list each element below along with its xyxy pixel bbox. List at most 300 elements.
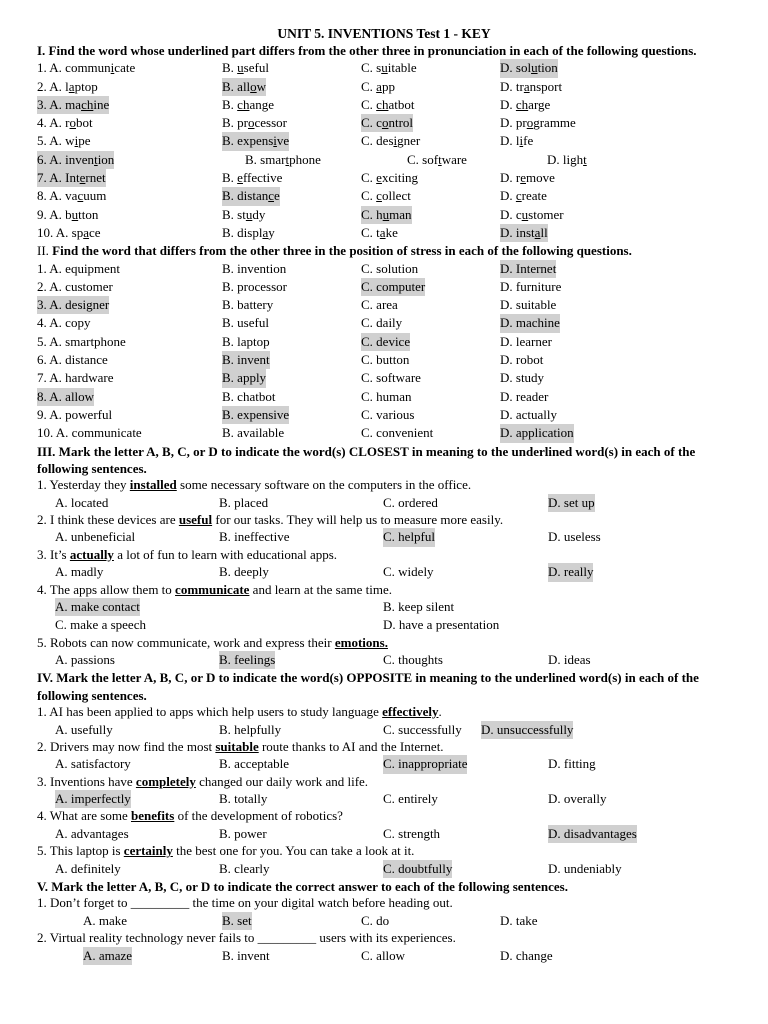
answer-option-correct: D. application	[500, 424, 574, 442]
underlined-part: t	[285, 151, 290, 167]
question-row	[37, 78, 768, 96]
question-text: 2. Virtual reality technology never fails to _________ users with its experiences.	[37, 930, 456, 946]
answer-option-correct	[222, 132, 289, 150]
question-row	[37, 424, 768, 442]
question-text	[37, 635, 768, 652]
underlined-part: a	[262, 224, 269, 240]
option-text: 3. A. ma	[37, 96, 82, 112]
underlined-part: e	[376, 170, 382, 186]
options-row	[37, 947, 768, 965]
option-text: B.	[222, 170, 238, 186]
answer-option-correct: 3. A. designer	[37, 296, 109, 314]
answer-option-correct: D. machine	[500, 314, 560, 332]
answer-option-correct: B. invent	[222, 351, 270, 369]
option-text: 8. A. va	[37, 188, 78, 204]
question-row	[37, 388, 768, 406]
underlined-part: o	[526, 115, 534, 131]
answer-option-correct	[361, 206, 412, 224]
underlined-keyword: communicate	[175, 581, 250, 597]
option-text: D. inst	[500, 224, 535, 240]
option-text: B.	[222, 60, 238, 76]
option-text-rest: ange	[249, 96, 274, 112]
answer-option: D. have a presentation	[383, 617, 500, 633]
option-text: 5. A. w	[37, 133, 75, 149]
section-4-heading: IV. Mark the letter A, B, C, or D to indicate the word(s) OPPOSITE in meaning to the underlined word(s) in each of the following sentences.	[37, 670, 699, 703]
section-2-heading	[37, 242, 737, 259]
answer-option	[37, 132, 90, 150]
answer-option: C. do	[361, 912, 390, 928]
underlined-part: u	[237, 60, 244, 76]
option-text-rest: ware	[441, 151, 467, 167]
answer-option: 6. A. distance	[37, 352, 108, 368]
answer-option	[500, 78, 562, 96]
answer-option	[37, 206, 98, 224]
answer-option	[500, 169, 555, 187]
answer-option-correct: B. set	[222, 912, 252, 930]
answer-option: C. widely	[383, 564, 434, 580]
answer-option-correct: B. apply	[222, 369, 266, 387]
options-row	[37, 790, 768, 808]
question-row	[37, 114, 768, 132]
answer-option	[361, 78, 395, 96]
question-text: 1. Don’t forget to _________ the time on your digital watch before heading out.	[37, 895, 453, 911]
answer-option-correct: D. unsuccessfully	[481, 721, 573, 739]
option-text: D. pr	[500, 115, 527, 131]
option-text: B. displ	[222, 224, 263, 240]
option-text: C. sof	[407, 151, 439, 167]
question-text	[37, 547, 768, 564]
underlined-part: ch	[515, 96, 529, 112]
answer-option: C. area	[361, 297, 398, 313]
answer-option-correct	[500, 59, 558, 77]
underlined-part: i	[74, 133, 79, 149]
answer-option-correct: D. really	[548, 563, 593, 581]
question-row	[37, 206, 768, 224]
underlined-part: u	[381, 60, 388, 76]
answer-option: B. placed	[219, 494, 269, 510]
option-text-rest: ve	[276, 133, 290, 149]
options-row	[37, 528, 768, 546]
answer-option	[361, 187, 411, 205]
answer-option: 5. A. smartphone	[37, 333, 126, 349]
option-text: D. ligh	[547, 151, 584, 167]
option-text-rest: bot	[76, 115, 93, 131]
option-text-rest: uum	[83, 188, 107, 204]
question-suffix: a lot of fun to learn with educational apps.	[113, 546, 338, 562]
answer-option: C. make a speech	[55, 617, 146, 633]
underlined-part: i	[273, 133, 277, 149]
options-row	[37, 598, 768, 616]
answer-option: A. located	[55, 494, 109, 510]
option-text: C. t	[361, 224, 380, 240]
answer-option	[361, 224, 398, 242]
option-text-rest: arge	[528, 96, 551, 112]
answer-option: D. change	[500, 947, 553, 963]
section-2-text: Find the word that differs from the other three in the position of stress in each of the following questions.	[52, 243, 632, 259]
answer-option: D. take	[500, 912, 538, 928]
options-row	[37, 825, 768, 843]
option-text-rest: rnet	[85, 170, 106, 186]
question-suffix: the best one for you. You can take a look at it.	[172, 843, 415, 859]
underlined-part: u	[71, 206, 79, 222]
question-prefix: 3. Inventions have	[37, 773, 136, 789]
options-row	[37, 912, 768, 930]
answer-option: D. overally	[548, 791, 607, 807]
answer-option	[222, 114, 287, 132]
answer-option: B. chatbot	[222, 388, 276, 404]
answer-option	[500, 206, 564, 224]
option-text: C. h	[361, 206, 383, 222]
option-text: C. c	[361, 115, 382, 131]
question-row	[37, 187, 768, 205]
option-text-rest: ollect	[381, 188, 411, 204]
underlined-part: i	[110, 60, 115, 76]
answer-option	[547, 151, 587, 169]
option-text: C.	[361, 96, 377, 112]
answer-option: B. available	[222, 425, 285, 441]
option-text-rest: cate	[114, 60, 136, 76]
answer-option: A. advantages	[55, 825, 129, 841]
option-text: 10. A. sp	[37, 224, 84, 240]
answer-option-correct: B. expensive	[222, 406, 289, 424]
option-text: D.	[500, 188, 516, 204]
question-text	[37, 582, 768, 599]
answer-option	[500, 132, 533, 150]
options-row	[37, 563, 768, 581]
answer-option: A. definitely	[55, 860, 121, 876]
underlined-part: o	[69, 115, 76, 131]
answer-option-correct	[222, 78, 266, 96]
underlined-keyword: emotions.	[334, 634, 388, 650]
option-text: C.	[361, 170, 377, 186]
underlined-keyword: useful	[178, 511, 213, 527]
option-text: 6. A. inven	[37, 151, 95, 167]
answer-option: C. button	[361, 352, 410, 368]
underlined-part: ch	[237, 96, 250, 112]
option-text-rest: tton	[78, 206, 99, 222]
answer-option: A. unbeneficial	[55, 529, 136, 545]
option-text: 7. A. Int	[37, 170, 80, 186]
option-text: C. des	[361, 133, 394, 149]
option-text: D. sol	[500, 60, 532, 76]
option-text-rest: ptop	[74, 78, 98, 94]
answer-option	[361, 169, 418, 187]
underlined-part: u	[521, 206, 529, 222]
answer-option-correct: A. make contact	[55, 598, 140, 616]
option-text-rest: reate	[521, 188, 547, 204]
question-row	[37, 369, 768, 387]
underlined-part: c	[515, 188, 522, 204]
underlined-part: u	[531, 60, 538, 76]
answer-option-correct: C. helpful	[383, 528, 435, 546]
options-row	[37, 616, 768, 634]
option-text-rest: atbot	[388, 96, 415, 112]
option-text-rest: phone	[289, 151, 321, 167]
answer-option: C. ordered	[383, 494, 438, 510]
underlined-part: ch	[376, 96, 389, 112]
underlined-part: ch	[81, 96, 94, 112]
option-text-rest: ffective	[242, 170, 283, 186]
question-suffix: changed our daily work and life.	[195, 773, 369, 789]
question-row	[37, 351, 768, 369]
option-text-rest: e	[274, 188, 280, 204]
answer-option	[361, 132, 420, 150]
question-prefix: 1. AI has been applied to apps which help users to study language	[37, 704, 383, 719]
answer-option: C. allow	[361, 947, 406, 963]
answer-option: 10. A. communicate	[37, 425, 142, 441]
option-text-rest: y	[268, 224, 275, 240]
answer-option: D. reader	[500, 388, 549, 404]
answer-option-correct: A. imperfectly	[55, 790, 131, 808]
option-text-rest: xciting	[381, 170, 419, 186]
answer-option-correct: D. set up	[548, 494, 595, 512]
option-text-rest: fe	[523, 133, 534, 149]
question-text	[37, 843, 768, 860]
underlined-keyword: suitable	[215, 738, 259, 754]
answer-option-correct: A. amaze	[83, 947, 132, 965]
underlined-part: o	[250, 78, 257, 94]
option-text: B. all	[222, 78, 251, 94]
answer-option	[37, 59, 135, 77]
answer-option: D. fitting	[548, 756, 596, 772]
answer-option: A. make	[83, 912, 128, 928]
question-prefix: 5. Robots can now communicate, work and express their	[37, 634, 335, 650]
answer-option: D. robot	[500, 352, 544, 368]
option-text-rest: ke	[385, 224, 398, 240]
option-text: C.	[361, 188, 377, 204]
option-text: D. tr	[500, 78, 524, 94]
page-title: UNIT 5. INVENTIONS Test 1 - KEY	[277, 26, 491, 41]
answer-option: C. strength	[383, 825, 441, 841]
option-text-rest: ntrol	[388, 115, 414, 131]
answer-option: D. learner	[500, 333, 552, 349]
option-text-rest: ll	[540, 224, 548, 240]
option-text-rest: pp	[381, 78, 395, 94]
underlined-part: a	[379, 224, 386, 240]
underlined-keyword: actually	[69, 546, 114, 562]
option-text: 2. A. l	[37, 78, 69, 94]
question-row	[37, 406, 768, 424]
option-text: C.	[361, 78, 377, 94]
question-prefix: 4. What are some	[37, 808, 131, 824]
underlined-part: c	[376, 188, 382, 204]
question-suffix: some necessary software on the computers in the office.	[176, 477, 472, 493]
question-row	[37, 260, 768, 278]
answer-option	[407, 151, 467, 169]
underlined-part: t	[583, 151, 587, 167]
option-text: B. st	[222, 206, 246, 222]
option-text: B. expens	[222, 133, 274, 149]
underlined-part: a	[83, 224, 90, 240]
answer-option: C. various	[361, 406, 415, 422]
answer-option: C. human	[361, 388, 412, 404]
answer-option: B. laptop	[222, 333, 270, 349]
option-text-rest: cessor	[254, 115, 287, 131]
option-text-rest: ce	[89, 224, 101, 240]
option-text-rest: w	[256, 78, 267, 94]
option-text: B. smar	[245, 151, 286, 167]
option-text-rest: gramme	[533, 115, 576, 131]
answer-option: B. keep silent	[383, 599, 455, 615]
option-text: D. r	[500, 170, 521, 186]
answer-option	[222, 169, 282, 187]
answer-option: C. solution	[361, 260, 419, 276]
underlined-part: i	[393, 133, 398, 149]
answer-option: D. useless	[548, 529, 601, 545]
answer-option: D. actually	[500, 406, 558, 422]
answer-option	[37, 224, 101, 242]
underlined-part: a	[523, 78, 530, 94]
answer-option-correct: C. inappropriate	[383, 755, 467, 773]
question-prefix: 1. Yesterday they	[37, 477, 130, 493]
answer-option: 2. A. customer	[37, 278, 113, 294]
option-text: C. s	[361, 60, 382, 76]
answer-option: A. passions	[55, 652, 115, 668]
options-row	[37, 494, 768, 512]
question-row	[37, 96, 768, 114]
option-text-rest: seful	[243, 60, 269, 76]
answer-option: D. study	[500, 370, 545, 386]
answer-option: B. helpfully	[219, 721, 282, 737]
underlined-part: a	[68, 78, 75, 94]
answer-option	[500, 96, 550, 114]
answer-option	[500, 187, 547, 205]
question-row	[37, 278, 768, 296]
underlined-part: e	[79, 170, 86, 186]
option-text: 9. A. b	[37, 206, 72, 222]
answer-option-correct	[37, 96, 109, 114]
answer-option: C. daily	[361, 315, 403, 331]
options-row	[37, 755, 768, 773]
question-row	[37, 151, 768, 169]
option-text-rest: nsport	[529, 78, 563, 94]
underlined-part: t	[438, 151, 442, 167]
options-row	[37, 721, 768, 739]
answer-option-correct	[361, 114, 413, 132]
option-text-rest: itable	[387, 60, 417, 76]
section-5-heading: V. Mark the letter A, B, C, or D to indicate the correct answer to each of the following sentences.	[37, 878, 568, 894]
question-prefix: 4. The apps allow them to	[37, 581, 176, 597]
option-text-rest: tion	[537, 60, 558, 76]
underlined-part: o	[248, 115, 255, 131]
answer-option: B. deeply	[219, 564, 269, 580]
underlined-keyword: completely	[135, 773, 196, 789]
question-row	[37, 169, 768, 187]
answer-option: 1. A. equipment	[37, 260, 121, 276]
question-suffix: for our tasks. They will help us to measure more easily.	[212, 511, 504, 527]
option-text: D. l	[500, 133, 520, 149]
answer-option: B. useful	[222, 315, 269, 331]
answer-option-correct	[222, 187, 280, 205]
section-3-heading: III. Mark the letter A, B, C, or D to indicate the word(s) CLOSEST in meaning to the underlined word(s) in each of the following sentences.	[37, 443, 696, 476]
option-text: 4. A. r	[37, 115, 70, 131]
answer-option: C. convenient	[361, 425, 434, 441]
underlined-part: u	[245, 206, 253, 222]
answer-option: D. ideas	[548, 652, 591, 668]
underlined-part: c	[77, 188, 84, 204]
answer-option	[361, 59, 417, 77]
answer-option-correct	[37, 169, 106, 187]
question-suffix: and learn at the same time.	[249, 581, 393, 597]
answer-option: C. thoughts	[383, 652, 443, 668]
options-row	[37, 651, 768, 669]
underlined-part: o	[381, 115, 389, 131]
answer-option: C. entirely	[383, 791, 438, 807]
question-text	[37, 512, 768, 529]
option-text-rest: dy	[252, 206, 266, 222]
option-text: 1. A. commun	[37, 60, 111, 76]
section-1-questions	[37, 59, 768, 242]
question-text	[37, 739, 768, 756]
answer-option	[222, 96, 274, 114]
underlined-part: c	[268, 188, 275, 204]
answer-option	[37, 114, 93, 132]
question-prefix: 5. This laptop is	[37, 843, 124, 859]
answer-option	[222, 206, 265, 224]
question-row	[37, 59, 768, 77]
option-text-rest: ion	[97, 151, 115, 167]
underlined-part: t	[94, 151, 98, 167]
answer-option-correct	[500, 224, 548, 242]
section-4-questions	[37, 704, 768, 878]
answer-option: A. madly	[55, 564, 104, 580]
answer-option: B. clearly	[219, 860, 270, 876]
answer-option-correct: B. feelings	[219, 651, 275, 669]
question-prefix: 2. I think these devices are	[37, 511, 179, 527]
answer-option	[500, 114, 576, 132]
option-text-rest: pe	[78, 133, 91, 149]
answer-option: B. invent	[222, 947, 270, 963]
answer-option: D. furniture	[500, 278, 562, 294]
answer-option-correct: D. Internet	[500, 260, 556, 278]
answer-option: B. power	[219, 825, 267, 841]
question-prefix: 2. Drivers may now find the most	[37, 738, 216, 754]
answer-option: A. usefully	[55, 721, 113, 737]
underlined-keyword: certainly	[123, 843, 173, 859]
option-text-rest: man	[389, 206, 412, 222]
answer-option: B. processor	[222, 278, 287, 294]
section-2-number: II.	[37, 243, 53, 259]
answer-option	[222, 59, 269, 77]
answer-option: D. undeniably	[548, 860, 622, 876]
answer-option-correct: C. device	[361, 333, 410, 351]
question-row	[37, 314, 768, 332]
answer-option: 4. A. copy	[37, 315, 91, 331]
option-text: D.	[500, 96, 516, 112]
option-text: D. c	[500, 206, 522, 222]
answer-option: 9. A. powerful	[37, 406, 113, 422]
question-row	[37, 333, 768, 351]
option-text: B. pr	[222, 115, 248, 131]
option-text-rest: ine	[93, 96, 110, 112]
option-text-rest: gner	[397, 133, 421, 149]
question-suffix: .	[438, 704, 442, 719]
option-text: B. distan	[222, 188, 269, 204]
underlined-part: a	[534, 224, 541, 240]
underlined-part: a	[376, 78, 382, 94]
answer-option	[361, 96, 414, 114]
option-text: B.	[222, 96, 238, 112]
option-text-rest: move	[526, 170, 555, 186]
question-row	[37, 132, 768, 150]
answer-option-correct: C. doubtfully	[383, 860, 452, 878]
answer-option: B. acceptable	[219, 756, 290, 772]
question-text	[37, 774, 768, 791]
section-2-questions	[37, 260, 768, 443]
answer-option: A. satisfactory	[55, 756, 131, 772]
answer-option: 7. A. hardware	[37, 370, 114, 386]
underlined-part: e	[237, 170, 243, 186]
